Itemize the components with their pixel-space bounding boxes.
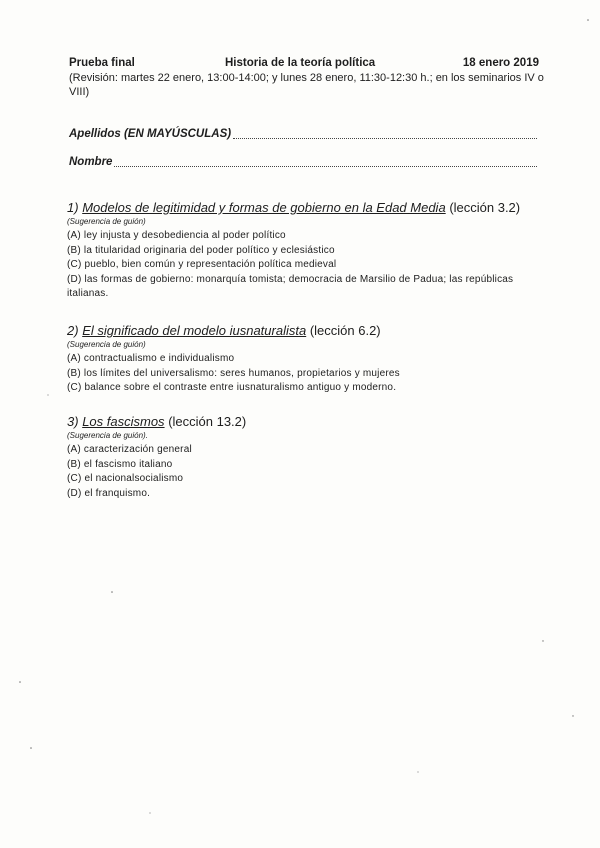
guide-item: (C) el nacionalsocialismo bbox=[67, 473, 184, 484]
exam-type: Prueba final bbox=[69, 57, 135, 69]
revision-note: (Revisión: martes 22 enero, 13:00-14:00; y lunes 28 enero, 11:30-12:30 h.; en los seminarios IV o VIII) bbox=[69, 72, 544, 98]
surnames-label: Apellidos (EN MAYÚSCULAS) bbox=[69, 128, 232, 140]
guide-item: (C) pueblo, bien común y representación política medieval bbox=[67, 259, 337, 270]
suggestion-label: (Sugerencia de guión). bbox=[67, 431, 148, 440]
guide-item: (B) la titularidad originaria del poder político y eclesiástico bbox=[67, 244, 335, 256]
guide-item: (D) las formas de gobierno: monarquía tomista; democracia de Marsilio de Padua; las repúblicas italianas. bbox=[67, 273, 514, 299]
guide-item: (A) ley injusta y desobediencia al poder político bbox=[67, 230, 286, 241]
question-lesson: (lección 6.2) bbox=[309, 323, 381, 338]
guide-item: (C) balance sobre el contraste entre iusnaturalismo antiguo y moderno. bbox=[67, 382, 397, 393]
question-number: 3) bbox=[67, 414, 79, 429]
guide-item: (B) el fascismo italiano bbox=[67, 458, 173, 470]
name-label: Nombre bbox=[69, 156, 113, 168]
guide-item: (D) el franquismo. bbox=[67, 487, 151, 499]
question-number: 2) bbox=[67, 323, 79, 338]
guide-item: (B) los límites del universalismo: seres humanos, propietarios y mujeres bbox=[67, 367, 400, 379]
guide-item: (A) contractualismo e individualismo bbox=[67, 353, 235, 364]
question-lesson: (lección 13.2) bbox=[168, 414, 247, 429]
guide-item: (A) caracterización general bbox=[67, 444, 192, 455]
suggestion-label: (Sugerencia de guión) bbox=[67, 340, 146, 349]
question-number: 1) bbox=[67, 200, 79, 215]
question-topic: Modelos de legitimidad y formas de gobierno en la Edad Media bbox=[82, 200, 446, 215]
question-topic: Los fascismos bbox=[82, 414, 165, 429]
question-lesson: (lección 3.2) bbox=[449, 200, 521, 215]
question-topic: El significado del modelo iusnaturalista bbox=[82, 323, 307, 338]
exam-date: 18 enero 2019 bbox=[462, 57, 539, 69]
course-title: Historia de la teoría política bbox=[225, 57, 376, 69]
suggestion-label: (Sugerencia de guión) bbox=[67, 217, 146, 226]
